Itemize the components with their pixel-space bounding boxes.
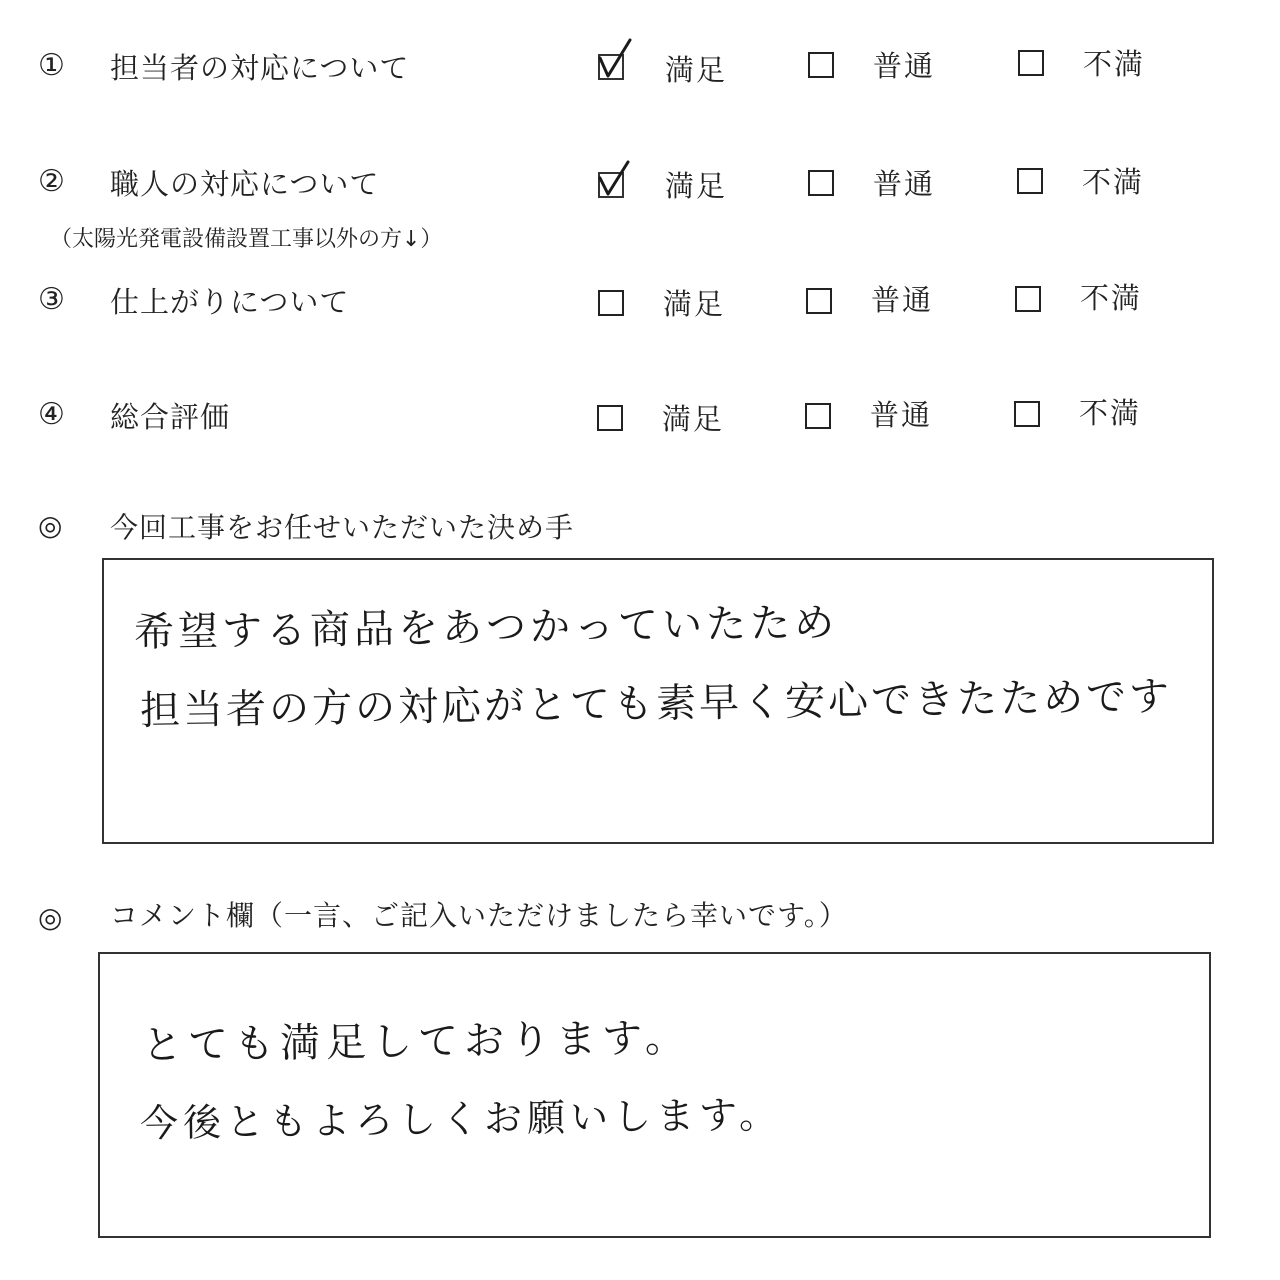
question-label: 総合評価 (110, 400, 231, 434)
option-label-satisfied: 満足 (665, 53, 728, 87)
option-label-normal: 普通 (873, 167, 936, 201)
dissatisfied-checkbox[interactable] (1017, 168, 1043, 194)
question-row-4 (0, 395, 1280, 455)
option-label-satisfied: 満足 (665, 169, 728, 203)
option-label-dissatisfied: 不満 (1079, 396, 1142, 430)
normal-checkbox[interactable] (808, 170, 834, 196)
dissatisfied-checkbox[interactable] (1014, 401, 1040, 427)
normal-checkbox[interactable] (805, 403, 831, 429)
question-number: ④ (38, 397, 65, 432)
satisfied-checkbox[interactable] (597, 405, 623, 431)
option-label-normal: 普通 (870, 398, 933, 432)
question-label: 職人の対応について (110, 167, 380, 201)
option-label-satisfied: 満足 (662, 402, 725, 436)
option-label-normal: 普通 (873, 49, 936, 83)
comment-mark: ◎ (38, 901, 63, 934)
option-label-normal: 普通 (871, 283, 934, 317)
satisfied-checkbox[interactable] (598, 54, 624, 80)
option-label-dissatisfied: 不満 (1082, 165, 1145, 199)
question-label: 仕上がりについて (110, 285, 350, 319)
reason-line-2: 担当者の方の対応がとても素早く安心できたためです (139, 673, 1173, 735)
reason-mark: ◎ (38, 509, 63, 542)
question-number: ② (38, 164, 65, 199)
solar-note: （太陽光発電設備設置工事以外の方↓） (50, 227, 443, 252)
normal-checkbox[interactable] (808, 52, 834, 78)
question-label: 担当者の対応について (110, 51, 410, 85)
comment-answer-box[interactable] (98, 952, 1211, 1238)
comment-line-2: 今後ともよろしくお願いします。 (139, 1092, 783, 1146)
dissatisfied-checkbox[interactable] (1015, 286, 1041, 312)
normal-checkbox[interactable] (806, 288, 832, 314)
question-row-1 (0, 46, 1280, 106)
question-row-3 (0, 280, 1280, 340)
comment-title: コメント欄（一言、ご記入いただけましたら幸いです。） (110, 899, 848, 932)
reason-title: 今回工事をお任せいただいた決め手 (110, 511, 575, 544)
question-number: ③ (38, 282, 65, 317)
dissatisfied-checkbox[interactable] (1018, 50, 1044, 76)
check-mark-icon (596, 38, 636, 82)
check-mark-icon (596, 156, 636, 200)
option-label-dissatisfied: 不満 (1080, 281, 1143, 315)
question-row-2 (0, 162, 1280, 222)
question-number: ① (38, 48, 65, 83)
satisfied-checkbox[interactable] (598, 290, 624, 316)
option-label-satisfied: 満足 (663, 287, 726, 321)
satisfied-checkbox[interactable] (598, 172, 624, 198)
reason-answer-box[interactable] (102, 558, 1214, 844)
comment-line-1: とても満足しております。 (141, 1015, 692, 1069)
reason-line-1: 希望する商品をあつかっていたため (133, 600, 839, 656)
option-label-dissatisfied: 不満 (1083, 47, 1146, 81)
